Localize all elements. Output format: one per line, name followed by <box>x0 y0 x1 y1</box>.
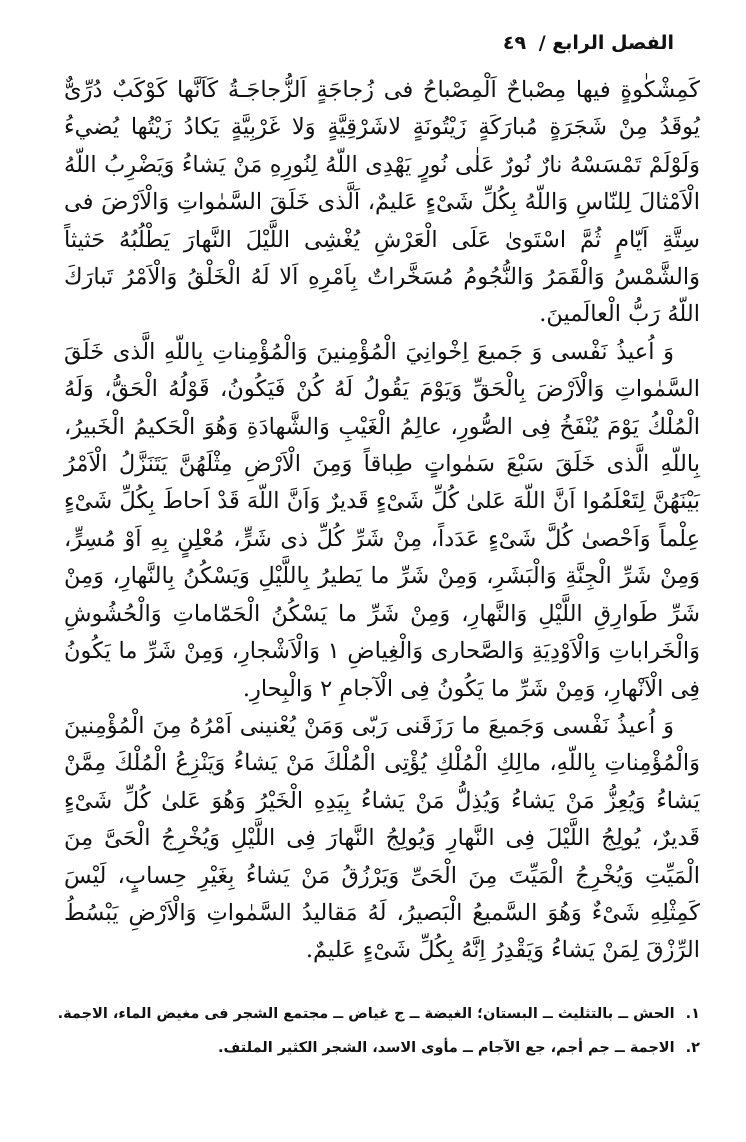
footnotes <box>40 1000 700 1068</box>
footnote-number: ٢. <box>685 1040 700 1056</box>
footnote-2 <box>40 1034 700 1062</box>
paragraph-1: كَمِشْكٰوةٍ فيها مِصْباحٌ اَلْمِصْباحُ فى زُجاجَةٍ اَلزُّجاجَـةُ كَاَنَّها كَوْكَبٌ دُرِّىٌّ يُوقَدُ مِنْ شَجَرَةٍ مُبارَكَةٍ زَيْتُونَةٍ لاشَرْقِيَّةٍ وَلا غَرْبِيَّةٍ يَكادُ زَيْتُها يُضيءُ وَلَوْلَمْ تَمْسَسْهُ نارٌ نُورٌ عَلٰى نُورٍ يَهْدِى اللّهُ لِنُورِهِ مَنْ يَشاءُ وَيَضْرِبُ اللّهُ الْاَمْثالَ لِلنّاسِ وَاللّهُ بِكُلِّ شَىْءٍ عَليمٌ، اَلَّذى خَلَقَ السَّمٰواتِ وَالْاَرْضَ فى سِتَّةِ اَيّامٍ ثُمَّ اسْتَوىٰ عَلَى الْعَرْشِ يُغْشِى اللَّيْلَ النَّهارَ يَطْلُبُهُ حَثيثاً وَالشَّمْسُ وَالْقَمَرُ وَالنُّجُومُ مُسَخَّراتٌ بِاَمْرِهِ اَلا لَهُ الْخَلْقُ وَالْاَمْرُ تَبارَكَ اللّهُ رَبُّ الْعالَمينَ. <box>64 77 700 328</box>
footnote-text: الحش ــ بالتثليث ــ البستان؛ الغيضة ــ ج غياض ــ مجتمع الشجر فى مغيض الماء، الاجمة. <box>57 1006 675 1022</box>
chapter-title: الفصل الرابع <box>552 32 674 54</box>
footnote-number: ١. <box>685 1006 700 1022</box>
page-number: ٤٩ <box>502 32 527 54</box>
paragraph-2: وَ اُعيذُ نَفْسى وَ جَميعَ اِخْوانِيَ الْمُؤْمِنينَ وَالْمُؤْمِناتِ بِاللّهِ الَّذى خَلَقَ السَّمٰواتِ وَالْاَرْضَ بِالْحَقِّ وَيَوْمَ يَقُولُ لَهُ كُنْ فَيَكُونُ، قَوْلُهُ الْحَقُّ، وَلَهُ الْمُلْكُ يَوْمَ يُنْفَخُ فِى الصُّورِ، عالِمُ الْغَيْبِ وَالشَّهادَةِ وَهُوَ الْحَكيمُ الْخَبيرُ، بِاللّهِ الَّذى خَلَقَ سَبْعَ سَمٰواتٍ طِباقاً وَمِنَ الْاَرْضِ مِثْلَهُنَّ يَتَنَزَّلُ الْاَمْرُ بَيْنَهُنَّ لِتَعْلَمُوا اَنَّ اللّهَ عَلىٰ كُلِّ شَىْءٍ قَديرٌ وَاَنَّ اللّهَ قَدْ اَحاطَ بِكُلِّ شَىْءٍ عِلْماً وَاَحْصىٰ كُلَّ شَىْءٍ عَدَداً، مِنْ شَرِّ كُلِّ ذى شَرٍّ، مُعْلِنٍ بِهِ اَوْ مُسِرٍّ، وَمِنْ شَرِّ الْجِنَّةِ وَالْبَشَرِ، وَمِنْ شَرِّ ما يَطيرُ بِاللَّيْلِ وَيَسْكُنُ بِالنَّهارِ، وَمِنْ شَرِّ طَوارِقِ اللَّيْلِ وَالنَّهارِ، وَمِنْ شَرِّ ما يَسْكُنُ الْحَمّاماتِ وَالْحُشُوشِ وَالْخَراباتِ وَالْاَوْدِيَةِ وَالصَّحارى وَالْغِياضِ ١ وَالْاَشْجارِ، وَمِنْ شَرِّ ما يَكُونُ فِى الْاَنْهارِ، وَمِنْ شَرِّ ما يَكُونُ فِى الْآجامِ ٢ وَالْبِحارِ. <box>64 338 700 702</box>
footnote-text: الاجمة ــ جم أجم، جع الآجام ــ مأوى الاسد، الشجر الكثير الملتف. <box>217 1040 675 1056</box>
header-separator: / <box>538 32 546 54</box>
paragraph-3: وَ اُعيذُ نَفْسى وَجَميعَ ما رَزَقَنى رَبّى وَمَنْ يُعْنينى اَمْرُهُ مِنَ الْمُؤْمِنينَ وَالْمُؤْمِناتِ بِاللّهِ، مالِكِ الْمُلْكِ يُؤْتِى الْمُلْكَ مَنْ يَشاءُ وَيَنْزِعُ الْمُلْكَ مِمَّنْ يَشاءُ وَيُعِزُّ مَنْ يَشاءُ وَيُذِلُّ مَنْ يَشاءُ بِيَدِهِ الْخَيْرُ وَهُوَ عَلىٰ كُلِّ شَىْءٍ قَديرٌ، يُولِجُ اللَّيْلَ فِى النَّهارِ وَيُولِجُ النَّهارَ فِى اللَّيْلِ وَيُخْرِجُ الْحَىَّ مِنَ الْمَيِّتِ وَيُخْرِجُ الْمَيِّتَ مِنَ الْحَىِّ وَيَرْزُقُ مَنْ يَشاءُ بِغَيْرِ حِسابٍ، لَيْسَ كَمِثْلِهِ شَىْءٌ وَهُوَ السَّميعُ الْبَصيرُ، لَهُ مَقاليدُ السَّمٰواتِ وَالْاَرْضِ يَبْسُطُ الرِّزْقَ لِمَنْ يَشاءُ وَيَقْدِرُ اِنَّهُ بِكُلِّ شَىْءٍ عَليمٌ. <box>64 712 700 964</box>
footnote-1 <box>40 1000 700 1028</box>
main-text <box>64 72 700 970</box>
page-header <box>503 32 674 54</box>
